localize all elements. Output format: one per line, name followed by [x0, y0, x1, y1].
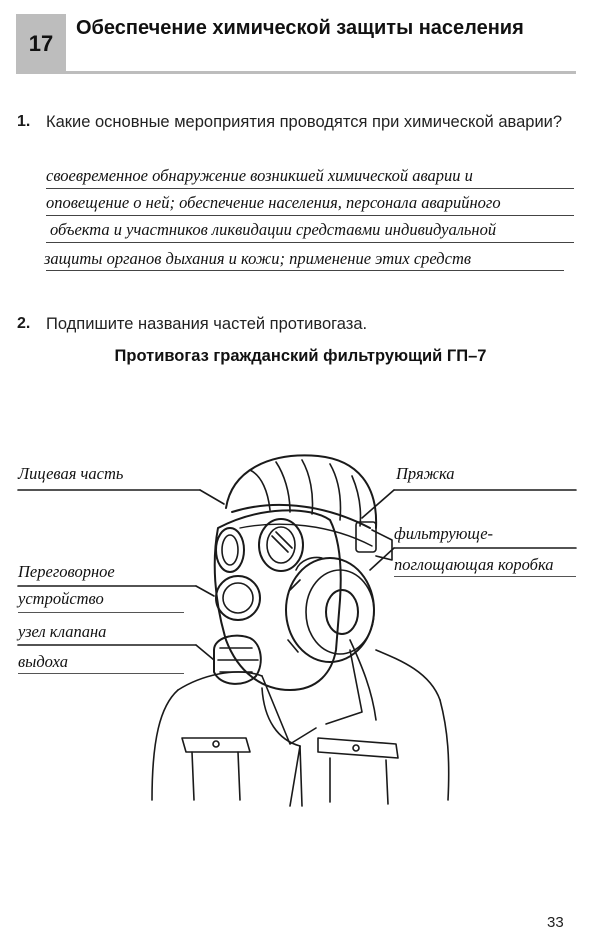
page-number: 33	[547, 914, 564, 931]
label-valve-line-1: узел клапана	[18, 622, 107, 641]
label-buckle: Пряжка	[396, 464, 455, 483]
answer-line-3: объекта и участников ликвидации средставми индивидуальной	[50, 220, 497, 239]
label-filter-line-2: поглощающая коробка	[394, 555, 554, 574]
section-number: 17	[28, 31, 54, 56]
label-speech-device-rule	[18, 612, 184, 613]
label-filter-rule	[394, 576, 576, 577]
answer-line-2: оповещение о ней; обеспечение населения, персонала аварийного	[46, 193, 501, 212]
question-1-number: 1.	[17, 113, 31, 130]
label-valve-line-2: выдоха	[18, 652, 68, 671]
label-speech-device-line-2: устройство	[18, 589, 104, 608]
label-valve-rule	[18, 673, 184, 674]
section-title: Обеспечение химической защиты населения	[76, 17, 524, 39]
answer-line-1: своевременное обнаружение возникшей химической аварии и	[46, 166, 473, 185]
question-2-number: 2.	[17, 315, 31, 332]
question-2-text: Подпишите названия частей противогаза.	[46, 315, 368, 333]
label-speech-device-line-1: Переговорное	[18, 562, 115, 581]
label-face-part: Лицевая часть	[18, 464, 124, 483]
answer-line-4: защиты органов дыхания и кожи; применение этих средств	[44, 249, 472, 268]
figure-title: Противогаз гражданский фильтрующий ГП–7	[114, 347, 487, 365]
question-1-text: Какие основные мероприятия проводятся при химической аварии?	[46, 113, 563, 131]
label-filter-line-1: фильтрующе-	[394, 524, 494, 543]
